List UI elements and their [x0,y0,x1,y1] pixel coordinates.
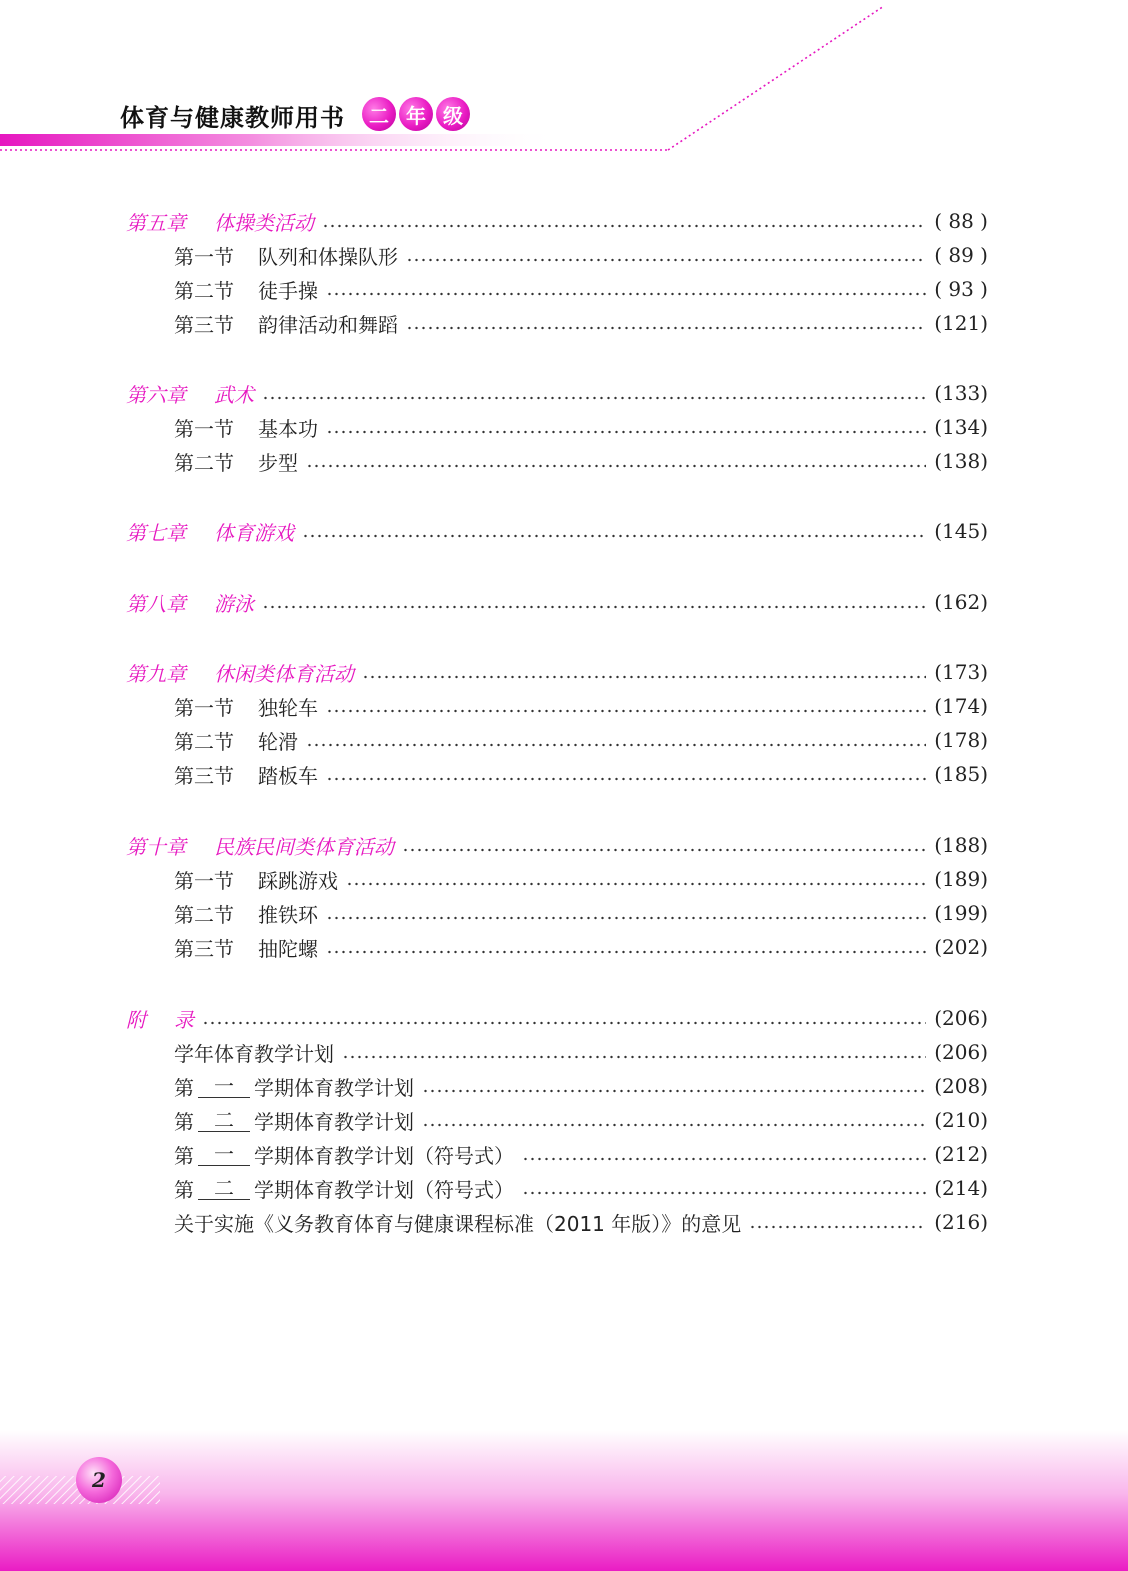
chapter-title: 民族民间类体育活动 [214,834,394,859]
leader-dots [262,605,926,609]
toc-section[interactable] [174,446,988,476]
toc-appendix-item[interactable] [174,1139,988,1169]
toc-section[interactable] [174,691,988,721]
toc-appendix-item[interactable] [174,1207,988,1237]
page-ref: (185) [934,762,988,786]
toc-chapter[interactable] [126,206,988,236]
page-ref: (212) [934,1142,988,1166]
toc-appendix-item[interactable] [174,1105,988,1135]
page-ref: (145) [934,519,988,543]
item-title: 学期体育教学计划 [254,1075,414,1100]
page-ref: ( 93 ) [934,277,988,301]
toc-section[interactable] [174,412,988,442]
fill-blank: 一 [198,1143,250,1166]
chapter-number: 第九章 [126,661,186,686]
leader-dots [522,1191,926,1195]
toc-section[interactable] [174,759,988,789]
toc-section[interactable] [174,725,988,755]
page-ref: (206) [934,1040,988,1064]
page-ref: (174) [934,694,988,718]
page-ref: ( 89 ) [934,243,988,267]
item-prefix: 第 [174,1177,194,1202]
section-number: 第三节 [174,936,234,961]
leader-dots [306,464,926,468]
page-ref: (216) [934,1210,988,1234]
chapter-title: 体育游戏 [214,520,294,545]
section-number: 第一节 [174,244,234,269]
page-ref: (208) [934,1074,988,1098]
book-title: 体育与健康教师用书 [120,103,345,132]
page-ref: (138) [934,449,988,473]
section-title: 推铁环 [258,902,318,927]
toc-chapter[interactable] [126,657,988,687]
page-ref: (162) [934,590,988,614]
page-ref: (202) [934,935,988,959]
item-prefix: 第 [174,1109,194,1134]
leader-dots [422,1123,926,1127]
leader-dots [362,675,926,679]
leader-dots [326,292,926,296]
leader-dots [326,950,926,954]
toc-appendix[interactable] [126,1003,988,1033]
section-title: 基本功 [258,416,318,441]
section-number: 第二节 [174,902,234,927]
section-number: 第一节 [174,416,234,441]
footer-decoration [0,1430,1128,1571]
leader-dots [402,848,926,852]
leader-dots [406,258,926,262]
page-ref: (178) [934,728,988,752]
leader-dots [302,534,926,538]
section-title: 抽陀螺 [258,936,318,961]
leader-dots [326,430,926,434]
chapter-number: 第六章 [126,382,186,407]
toc-section[interactable] [174,932,988,962]
toc-section[interactable] [174,240,988,270]
page-ref: (134) [934,415,988,439]
page-ref: (199) [934,901,988,925]
page-ref: (214) [934,1176,988,1200]
grade-char: 年 [399,97,433,131]
section-title: 踩跳游戏 [258,868,338,893]
chapter-title: 体操类活动 [214,210,314,235]
toc-chapter[interactable] [126,587,988,617]
toc-chapter[interactable] [126,830,988,860]
grade-char: 级 [436,97,470,131]
item-title: 学期体育教学计划（符号式） [254,1143,514,1168]
chapter-number: 第八章 [126,591,186,616]
page-ref: (188) [934,833,988,857]
grade-badge [362,97,470,131]
fill-blank: 二 [198,1177,250,1200]
chapter-number: 第五章 [126,210,186,235]
toc-section[interactable] [174,308,988,338]
grade-char: 二 [362,97,396,131]
leader-dots [422,1089,926,1093]
toc-chapter[interactable] [126,378,988,408]
chapter-title: 休闲类体育活动 [214,661,354,686]
section-title: 步型 [258,450,298,475]
toc-section[interactable] [174,864,988,894]
section-title: 踏板车 [258,763,318,788]
page-ref: (173) [934,660,988,684]
chapter-number: 第十章 [126,834,186,859]
section-number: 第二节 [174,450,234,475]
section-title: 轮滑 [258,729,298,754]
chapter-number: 第七章 [126,520,186,545]
leader-dots [522,1157,926,1161]
item-prefix: 第 [174,1075,194,1100]
page-number: 2 [76,1457,122,1503]
page-ref: (133) [934,381,988,405]
section-number: 第一节 [174,868,234,893]
leader-dots [346,882,926,886]
appendix-label-1: 附 [126,1007,146,1032]
section-number: 第二节 [174,278,234,303]
section-title: 独轮车 [258,695,318,720]
item-prefix: 第 [174,1143,194,1168]
fill-blank: 二 [198,1109,250,1132]
item-title: 学期体育教学计划 [254,1109,414,1134]
section-number: 第三节 [174,763,234,788]
leader-dots [406,326,926,330]
toc-appendix-item[interactable] [174,1071,988,1101]
toc-appendix-item[interactable] [174,1173,988,1203]
leader-dots [262,396,926,400]
section-number: 第二节 [174,729,234,754]
page-ref: (121) [934,311,988,335]
toc-chapter[interactable] [126,516,988,546]
item-title: 学期体育教学计划（符号式） [254,1177,514,1202]
item-title: 学年体育教学计划 [174,1041,334,1066]
section-title: 韵律活动和舞蹈 [258,312,398,337]
toc-appendix-item[interactable] [174,1037,988,1067]
leader-dots [326,916,926,920]
chapter-title: 游泳 [214,591,254,616]
section-number: 第三节 [174,312,234,337]
leader-dots [202,1021,926,1025]
page-ref: ( 88 ) [934,209,988,233]
appendix-label-2: 录 [174,1007,194,1032]
page-ref: (206) [934,1006,988,1030]
toc-section[interactable] [174,274,988,304]
page-ref: (210) [934,1108,988,1132]
chapter-title: 武术 [214,382,254,407]
leader-dots [306,743,926,747]
leader-dots [342,1055,926,1059]
section-title: 徒手操 [258,278,318,303]
item-title: 关于实施《义务教育体育与健康课程标准（2011 年版）》的意见 [174,1211,742,1236]
header-decoration [0,0,1128,160]
section-title: 队列和体操队形 [258,244,398,269]
page-ref: (189) [934,867,988,891]
leader-dots [322,224,926,228]
leader-dots [326,777,926,781]
leader-dots [326,709,926,713]
toc-section[interactable] [174,898,988,928]
section-number: 第一节 [174,695,234,720]
leader-dots [749,1225,926,1229]
fill-blank: 一 [198,1075,250,1098]
